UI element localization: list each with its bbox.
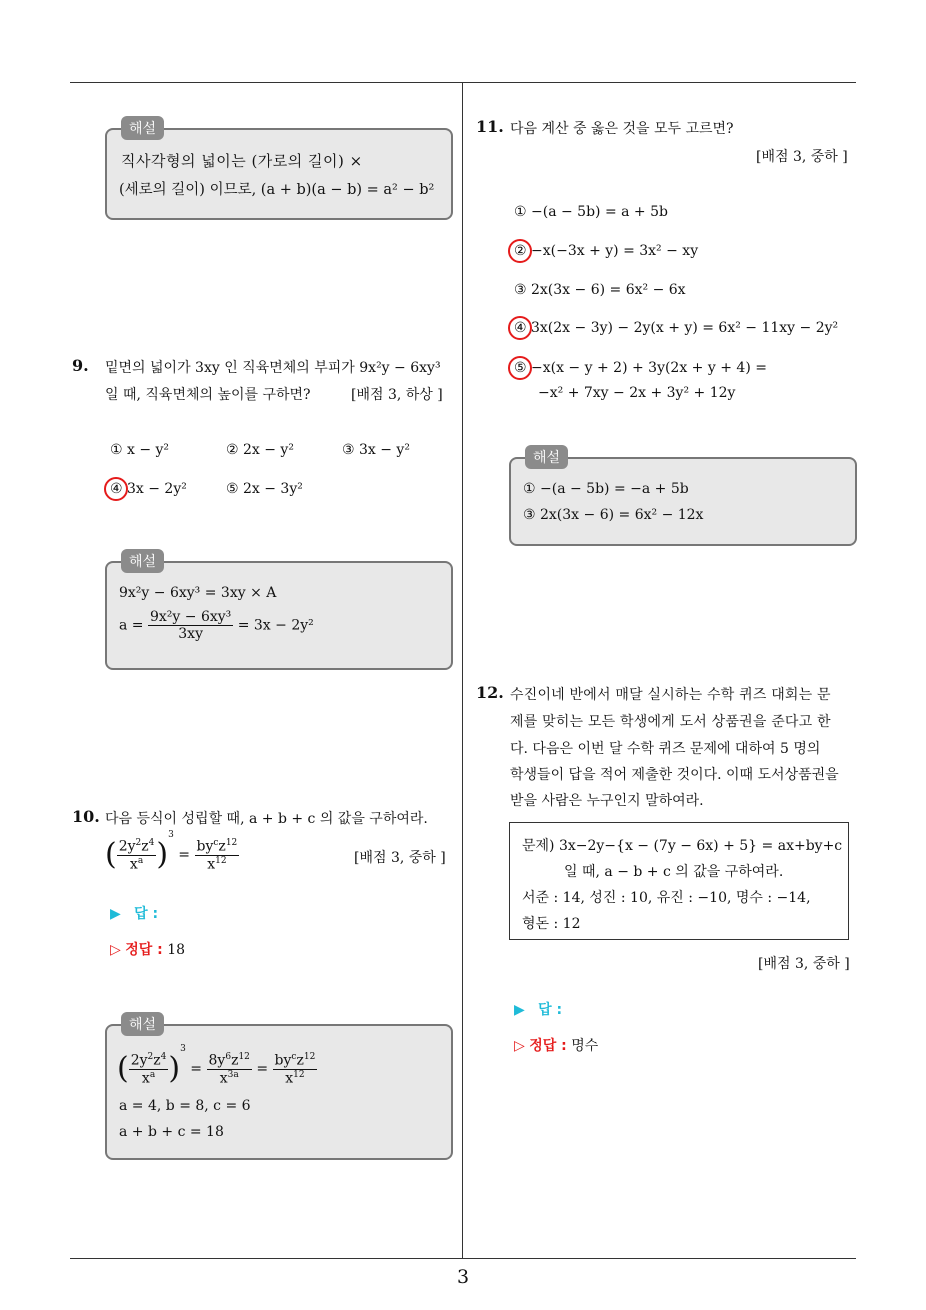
question-text: 다음 등식이 성립할 때, a + b + c 의 값을 구하여라. [105, 811, 428, 827]
option-5-continued: −x² + 7xy − 2x + 3y² + 12y [538, 385, 736, 401]
question-meta: [배점 3, 하상 ] [351, 387, 443, 403]
equation-lhs: a = [119, 617, 144, 634]
column-divider [462, 83, 463, 1258]
option-2[interactable]: ② −x(−3x + y) = 3x² − xy [514, 243, 699, 259]
option-4[interactable]: ④ 3x(2x − 3y) − 2y(x + y) = 6x² − 11xy − 2y² [514, 320, 839, 336]
answer-label: 답 : [134, 906, 159, 922]
question-meta: [배점 3, 중하 ] [354, 850, 446, 866]
question-text: 받을 사람은 누구인지 말하여라. [510, 793, 704, 809]
solution-label: 해설 [121, 1012, 164, 1036]
solution-line: 9x²y − 6xy³ = 3xy × A [119, 585, 277, 601]
question-text: 밑면의 넓이가 3xy 인 직육면체의 부피가 9x²y − 6xy³ [105, 360, 441, 376]
answer-key-arrow-icon: ▷ [514, 1038, 525, 1054]
selected-answer-mark [508, 239, 532, 263]
option-2[interactable]: ② 2x − y² [226, 442, 294, 458]
solution-equation: ( $\frac{2y^2z^4}{x^a}$ )$^3$ = $\frac{8y^6z^{12}}{x^{3a}}$ = $\frac{by^cz^{12}}{x^{12}}$ [117, 1044, 316, 1087]
solution-label: 해설 [121, 549, 164, 573]
solution-line: a + b + c = 18 [119, 1124, 224, 1140]
question-number: 11. [476, 117, 504, 136]
problem-box [509, 822, 849, 940]
solution-box-q11 [509, 450, 857, 546]
option-1[interactable]: ① x − y² [110, 442, 170, 458]
option-3[interactable]: ③ 3x − y² [342, 442, 410, 458]
answer-key-value: 18 [167, 942, 186, 958]
option-1[interactable]: ① −(a − 5b) = a + 5b [514, 204, 668, 220]
top-rule [70, 82, 856, 83]
answer-key-label: 정답 : [529, 1038, 567, 1054]
problem-line: 문제) 3x−2y−{x − (7y − 6x) + 5} = ax+by+c [522, 838, 843, 854]
equation-rhs: = 3x − 2y² [237, 617, 314, 634]
numerator: 9x²y − 6xy³ [149, 609, 232, 625]
solution-line: ③ 2x(3x − 6) = 6x² − 12x [523, 507, 704, 523]
answer-label: 답 : [538, 1002, 563, 1018]
question-text: 제를 맞히는 모든 학생에게 도서 상품권을 준다고 한 [510, 714, 831, 730]
page-number: 3 [456, 1266, 470, 1288]
option-3[interactable]: ③ 2x(3x − 6) = 6x² − 6x [514, 282, 686, 298]
question-meta: [배점 3, 중하 ] [756, 149, 848, 165]
selected-answer-mark [104, 477, 128, 501]
bottom-rule [70, 1258, 856, 1259]
solution-line: 직사각형의 넓이는 (가로의 길이) × [121, 152, 363, 170]
solution-box-q10 [105, 1017, 453, 1160]
option-5[interactable]: ⑤ −x(x − y + 2) + 3y(2x + y + 4) = [514, 360, 767, 376]
solution-label: 해설 [121, 116, 164, 140]
denominator: 3xy [178, 626, 203, 642]
option-4[interactable]: ④ 3x − 2y² [110, 481, 187, 497]
fraction [148, 609, 233, 642]
question-text: 수진이네 반에서 매달 실시하는 수학 퀴즈 대회는 문 [510, 687, 831, 703]
answer-arrow-icon: ▶ [110, 906, 121, 922]
solution-line: a = 4, b = 8, c = 6 [119, 1098, 251, 1114]
answer-key-label: 정답 : [125, 942, 163, 958]
problem-line: 형돈 : 12 [522, 916, 581, 932]
question-text: 학생들이 답을 적어 제출한 것이다. 이때 도서상품권을 [510, 767, 839, 783]
question-meta: [배점 3, 중하 ] [758, 956, 850, 972]
answer-row [514, 999, 562, 1019]
problem-line: 일 때, a − b + c 의 값을 구하여라. [564, 864, 784, 880]
answer-row [110, 903, 158, 923]
selected-answer-mark [508, 316, 532, 340]
answer-arrow-icon: ▶ [514, 1002, 525, 1018]
question-number: 9. [72, 356, 89, 375]
question-number: 12. [476, 683, 504, 702]
selected-answer-mark [508, 356, 532, 380]
question-text: 다음 계산 중 옳은 것을 모두 고르면? [510, 121, 734, 137]
solution-fraction-line [119, 609, 314, 642]
answer-key-row [110, 939, 185, 959]
solution-line: ① −(a − 5b) = −a + 5b [523, 481, 689, 497]
answer-key-arrow-icon: ▷ [110, 942, 121, 958]
problem-line: 서준 : 14, 성진 : 10, 유진 : −10, 명수 : −14, [522, 890, 811, 906]
solution-box-q9 [105, 554, 453, 670]
answer-key-row [514, 1035, 598, 1055]
question-text: 다. 다음은 이번 달 수학 퀴즈 문제에 대하여 5 명의 [510, 741, 821, 757]
solution-box-q8 [105, 121, 453, 220]
solution-label: 해설 [525, 445, 568, 469]
question-equation: ( $\frac{2y^2z^4}{x^a}$ )$^3$ = $\frac{by^cz^{12}}{x^{12}}$ [105, 830, 238, 873]
question-number: 10. [72, 807, 100, 826]
question-text: 일 때, 직육면체의 높이를 구하면? [105, 387, 311, 403]
solution-line: (세로의 길이) 이므로, (a + b)(a − b) = a² − b² [119, 182, 435, 198]
answer-key-value: 명수 [571, 1038, 599, 1054]
option-5[interactable]: ⑤ 2x − 3y² [226, 481, 303, 497]
